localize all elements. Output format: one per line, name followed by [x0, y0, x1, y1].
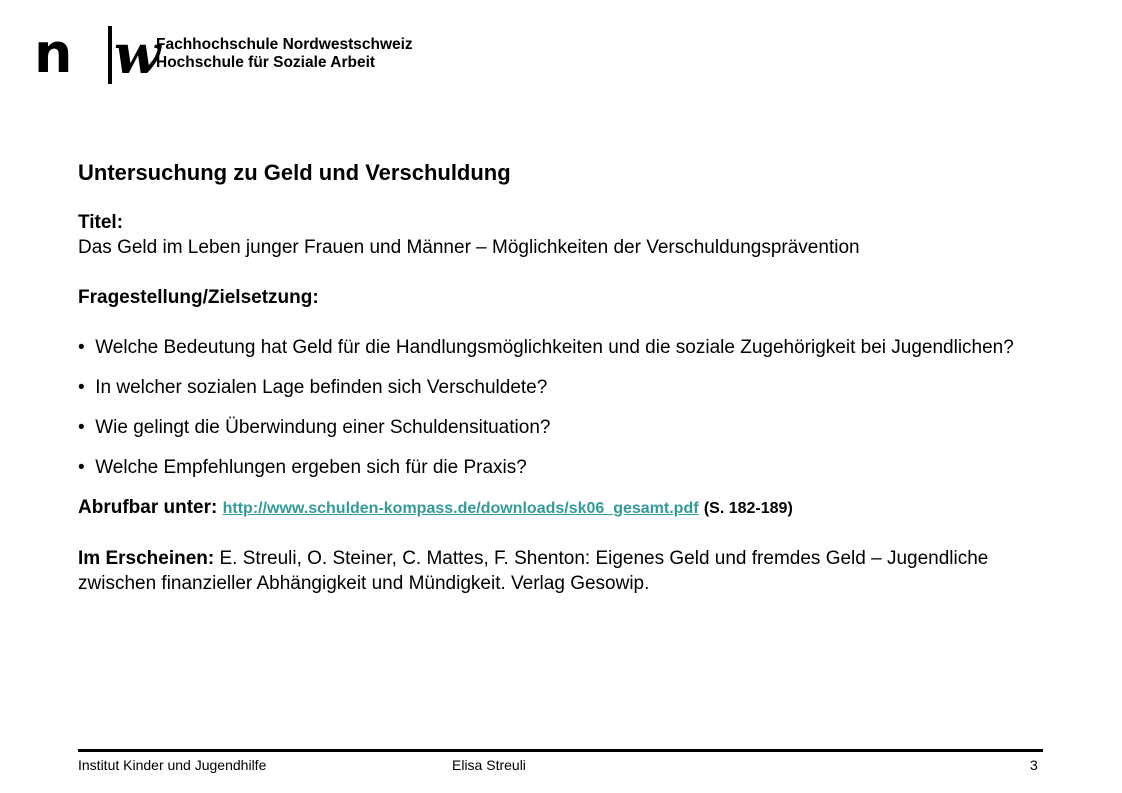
slide-title: Untersuchung zu Geld und Verschuldung	[78, 160, 511, 185]
erscheinen-label: Im Erscheinen:	[78, 548, 215, 569]
bullet-item	[78, 415, 1043, 440]
bullet-text: In welcher sozialen Lage befinden sich Verschuldete?	[95, 377, 548, 398]
footer-divider	[78, 749, 1043, 752]
titel-label: Titel:	[78, 212, 124, 233]
erscheinen-paragraph	[78, 546, 1043, 596]
bullet-item	[78, 375, 1043, 400]
logo-line-2: Hochschule für Soziale Arbeit	[156, 54, 376, 71]
bullet-dot: •	[78, 337, 85, 358]
erscheinen-text: E. Streuli, O. Steiner, C. Mattes, F. Shenton: Eigenes Geld und fremdes Geld – Jugendliche zwischen finanzieller Abhängigkeit und Mündigkeit. Verlag Gesowip.	[78, 548, 989, 594]
bullet-text: Wie gelingt die Überwindung einer Schuldensituation?	[95, 417, 551, 438]
bullet-dot: •	[78, 377, 85, 398]
slide-content	[78, 158, 1043, 596]
bullet-item	[78, 335, 1043, 360]
logo-text	[156, 36, 413, 72]
page-range: (S. 182-189)	[703, 500, 793, 517]
bullet-text: Welche Bedeutung hat Geld für die Handlungsmöglichkeiten und die soziale Zugehörigkeit bei Jugendlichen?	[95, 337, 1014, 358]
bullet-dot: •	[78, 417, 85, 438]
fhnw-logo-mark	[34, 22, 161, 86]
logo-line-1: Fachhochschule Nordwestschweiz	[156, 36, 413, 53]
logo-letter-w: w	[114, 22, 161, 86]
abrufbar-line	[78, 495, 1043, 521]
footer-institute: Institut Kinder und Jugendhilfe	[78, 757, 267, 773]
download-link[interactable]: http://www.schulden-kompass.de/downloads/sk06_gesamt.pdf	[222, 500, 699, 517]
logo-letter-n: n	[34, 22, 71, 85]
footer-page-number: 3	[1030, 757, 1038, 773]
bullet-dot: •	[78, 457, 85, 478]
fragestellung-label: Fragestellung/Zielsetzung:	[78, 287, 319, 308]
bullet-item	[78, 455, 1043, 480]
footer-author: Elisa Streuli	[452, 757, 526, 773]
bullet-text: Welche Empfehlungen ergeben sich für die Praxis?	[95, 457, 527, 478]
logo-divider	[108, 26, 112, 84]
abrufbar-label: Abrufbar unter:	[78, 497, 218, 518]
titel-text: Das Geld im Leben junger Frauen und Männer – Möglichkeiten der Verschuldungsprävention	[78, 237, 860, 258]
